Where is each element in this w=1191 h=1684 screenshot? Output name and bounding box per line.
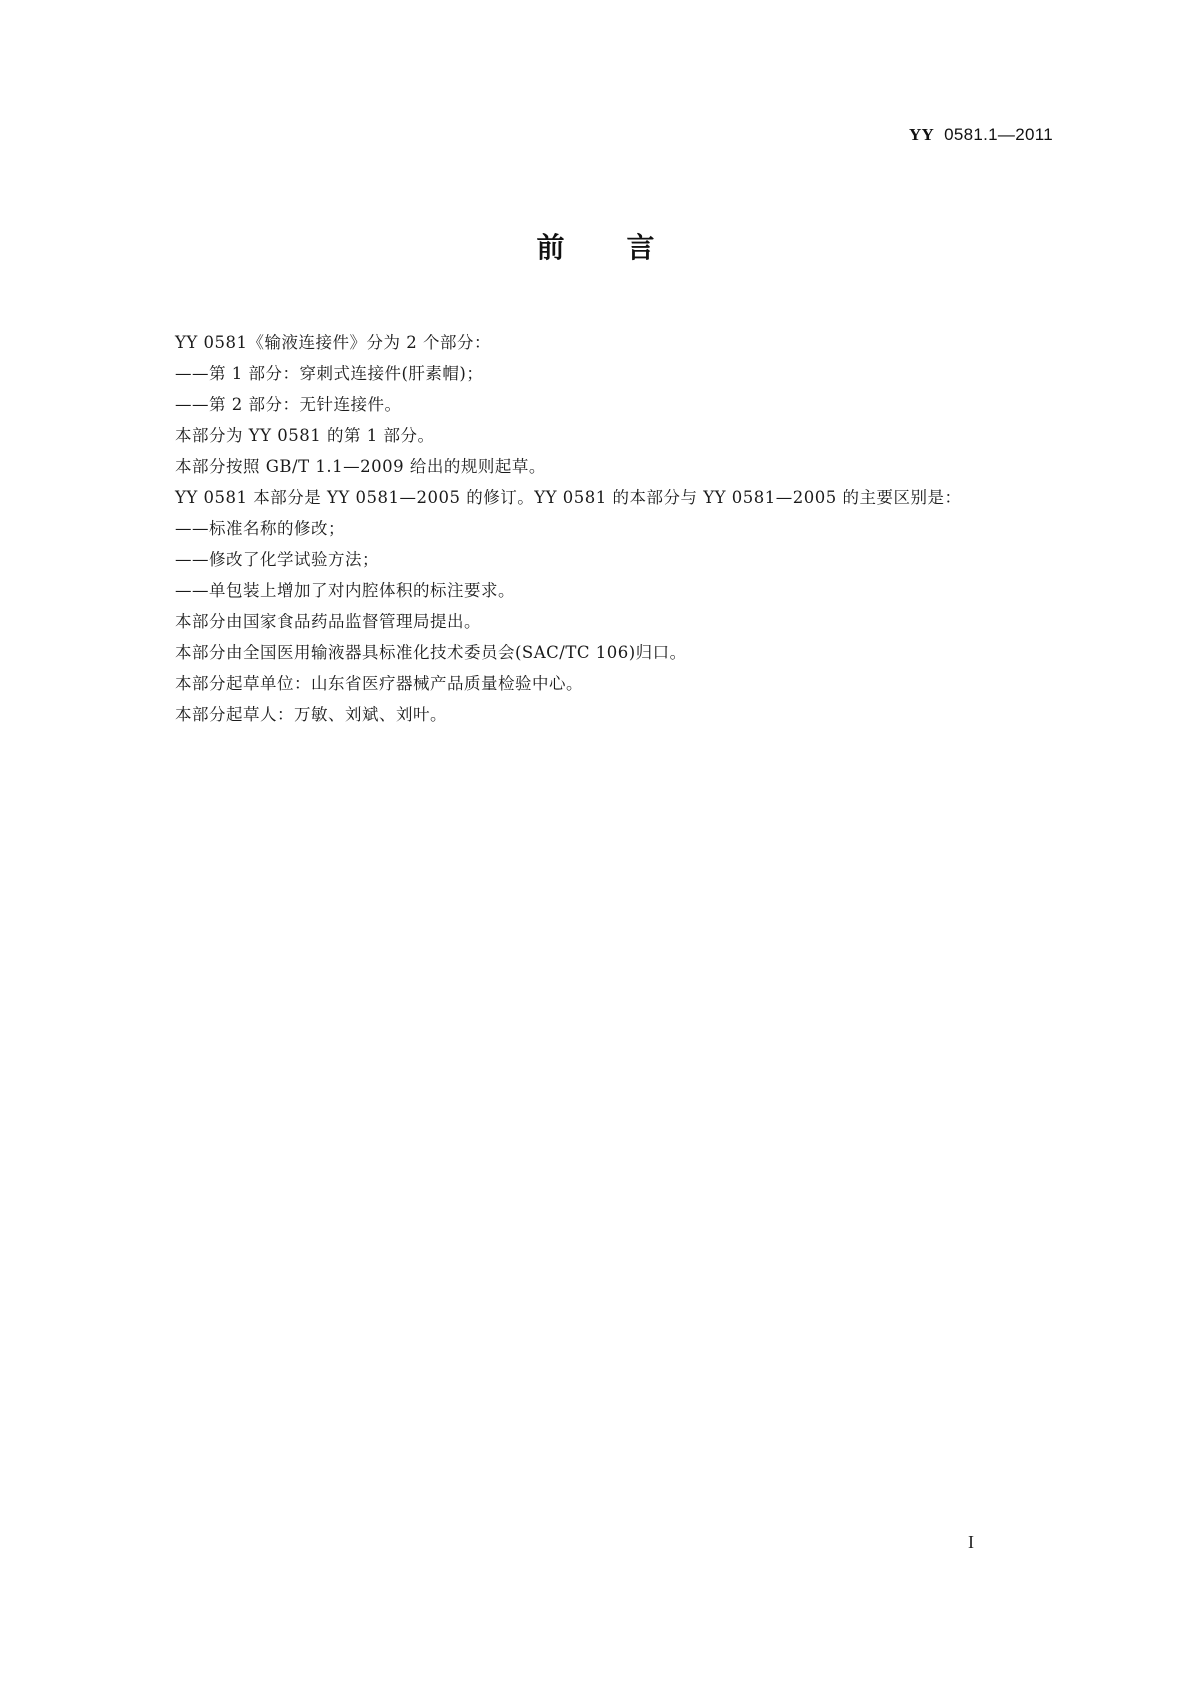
standard-code-header — [909, 125, 1053, 145]
foreword-line: 本部分起草单位：山东省医疗器械产品质量检验中心。 — [175, 674, 583, 693]
standard-prefix: YY — [908, 125, 935, 144]
foreword-line: ——第 2 部分：无针连接件。 — [175, 395, 402, 414]
foreword-line: YY 0581 本部分是 YY 0581—2005 的修订。YY 0581 的本部分与 YY 0581—2005 的主要区别是： — [175, 488, 962, 507]
page-number: I — [968, 1532, 974, 1552]
foreword-line: ——单包装上增加了对内腔体积的标注要求。 — [175, 581, 515, 600]
foreword-body — [175, 327, 1055, 730]
foreword-line: ——标准名称的修改； — [175, 519, 345, 538]
page-title: 前言 — [536, 231, 717, 264]
foreword-line: 本部分按照 GB/T 1.1—2009 给出的规则起草。 — [175, 457, 546, 476]
standard-number: 0581.1—2011 — [944, 125, 1053, 144]
foreword-line: ——第 1 部分：穿刺式连接件(肝素帽)； — [175, 364, 484, 383]
foreword-line: 本部分由国家食品药品监督管理局提出。 — [175, 612, 481, 631]
foreword-line: 本部分起草人：万敏、刘斌、刘叶。 — [175, 705, 447, 724]
foreword-line: ——修改了化学试验方法； — [175, 550, 379, 569]
foreword-line: 本部分由全国医用输液器具标准化技术委员会(SAC/TC 106)归口。 — [175, 643, 687, 662]
foreword-line: YY 0581《输液连接件》分为 2 个部分： — [175, 333, 492, 352]
foreword-line: 本部分为 YY 0581 的第 1 部分。 — [175, 426, 435, 445]
